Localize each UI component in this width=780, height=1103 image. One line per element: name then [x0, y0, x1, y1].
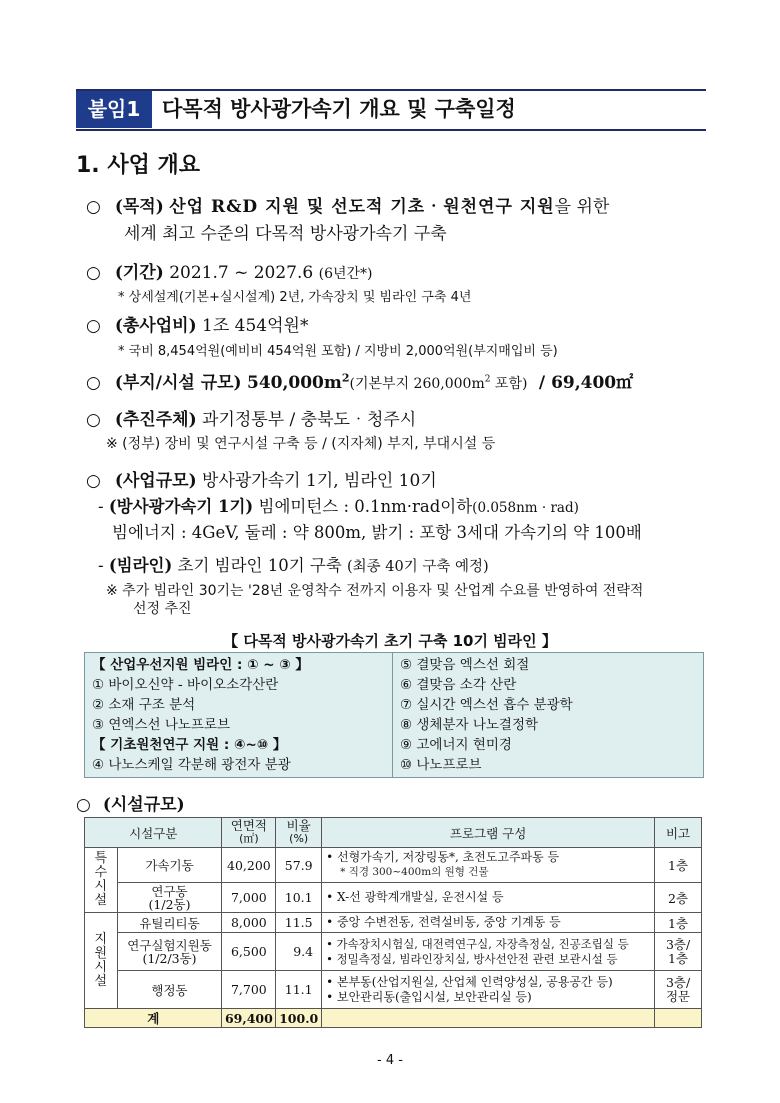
row-note: 1층: [655, 913, 702, 933]
row-note: 2층: [655, 883, 702, 913]
agency-line: [86, 405, 416, 430]
agency-label: (추진주체): [114, 410, 197, 430]
row-program-2: • 정밀측정실, 빔라인장치실, 방사선안전 관련 보관시설 등: [326, 951, 618, 966]
purpose-rest: 을 위한: [554, 197, 610, 217]
row-program: [322, 971, 655, 1009]
row-program-1: • 본부동(산업지원실, 산업체 인력양성실, 공용공간 등): [326, 974, 613, 989]
total-program: [322, 1009, 655, 1028]
budget-sub: * 국비 8,454억원(예비비 454억원 포함) / 지방비 2,000억원(부지매입비 등): [118, 344, 558, 359]
row-name-1: 연구동: [151, 883, 188, 899]
total-ratio: 100.0: [276, 1009, 322, 1028]
agency-value: 과기정통부 / 충북도‧청주시: [202, 410, 417, 430]
row-ratio: 11.5: [276, 913, 322, 933]
period-value: 2021.7 ~ 2027.6: [169, 263, 314, 283]
row-note: [655, 933, 702, 971]
beamline-left-2: ② 소재 구조 분석: [92, 697, 196, 713]
beamline-right-3: ⑧ 생체분자 나노결정학: [400, 717, 539, 733]
beamline-right-1: ⑥ 결맞음 소각 산란: [400, 677, 517, 693]
row-program: • 중앙 수변전동, 전력설비동, 중앙 기계동 등: [322, 913, 655, 933]
row-name: [117, 883, 222, 913]
col-program: 프로그램 구성: [322, 818, 655, 848]
period-sub: * 상세설계(기본+실시설계) 2년, 가속장치 및 빔라인 구축 4년: [118, 290, 472, 305]
beamline-box-divider: [392, 652, 393, 778]
header-bottom-line: [76, 129, 706, 131]
beamline-label: (빔라인): [108, 556, 173, 575]
row-program-1: • 가속장치시험실, 대전력연구실, 자장측정실, 진공조립실 등: [326, 936, 629, 951]
attachment-badge: 붙임1: [76, 91, 152, 128]
row-name: 행정동: [117, 971, 222, 1009]
row-note: 1층: [655, 848, 702, 883]
col-area: [222, 818, 276, 848]
site-label: (부지/시설 규모): [114, 373, 242, 393]
group-special: [85, 848, 118, 913]
row-name-2: (1/2/3동): [142, 950, 197, 966]
row-area: 8,000: [222, 913, 276, 933]
scale-line: [86, 466, 437, 491]
row-note-1: 3층/: [665, 974, 691, 990]
row-area: 6,500: [222, 933, 276, 971]
purpose-line2: 세계 최고 수준의 다목적 방사광가속기 구축: [124, 224, 447, 244]
beamline-box-title: 【 다목적 방사광가속기 초기 구축 10기 빔라인 】: [223, 632, 557, 650]
beamline-value: 초기 빔라인 10기 구축: [177, 556, 342, 575]
row-program: • X-선 광학계개발실, 운전시설 등: [322, 883, 655, 913]
col-ratio-unit: (%): [289, 832, 309, 845]
row-program: [322, 848, 655, 883]
budget-value: 1조 454억원*: [202, 316, 309, 336]
period-line: [86, 258, 373, 283]
table-row: [85, 913, 702, 933]
bullet: ○: [86, 197, 101, 217]
bullet: ○: [86, 373, 101, 393]
bullet: ○: [76, 795, 91, 815]
row-ratio: 9.4: [276, 933, 322, 971]
beamline-right-4: ⑨ 고에너지 현미경: [400, 737, 512, 753]
bullet: ○: [86, 471, 101, 491]
bullet: ○: [86, 410, 101, 430]
beamline-sub1: ※ 추가 빔라인 30기는 '28년 운영착수 전까지 이용자 및 산업계 수요를 반영하여 전략적: [106, 583, 644, 599]
facility-heading-label: (시설규모): [102, 795, 185, 815]
row-note-1: 3층/: [665, 936, 691, 952]
row-area: 7,700: [222, 971, 276, 1009]
col-area-unit: (㎡): [239, 832, 259, 845]
row-ratio: 11.1: [276, 971, 322, 1009]
total-name: 계: [85, 1009, 222, 1028]
row-area: 7,000: [222, 883, 276, 913]
purpose-line: [86, 192, 609, 217]
row-program: [322, 933, 655, 971]
beamline-left-4: 【 기초원천연구 지원 : ④~⑩ 】: [92, 737, 287, 753]
scale-label: (사업규모): [114, 471, 197, 491]
beamline-note: (최종 40기 구축 예정): [347, 559, 489, 575]
row-name-1: 연구실험지원동: [127, 937, 212, 953]
bullet: ○: [86, 316, 101, 336]
row-area: 40,200: [222, 848, 276, 883]
row-ratio: 10.1: [276, 883, 322, 913]
table-header-row: [85, 818, 702, 848]
facility-table: [84, 817, 702, 1028]
accelerator-note: (0.058nm · rad): [472, 500, 579, 516]
site-value1: 540,000m: [247, 373, 342, 393]
row-program-2: * 직경 300~400m의 원형 건물: [340, 866, 489, 878]
group-support: [85, 913, 118, 1009]
beamline-sub2: 선정 추진: [133, 601, 192, 617]
table-row: [85, 971, 702, 1009]
bullet: ○: [86, 263, 101, 283]
table-row: [85, 848, 702, 883]
row-program-1: • 선형가속기, 저장링동*, 초전도고주파동 등: [326, 850, 560, 864]
purpose-label: (목적): [114, 197, 164, 217]
purpose-bold: 산업 R&D 지원 및 선도적 기초‧원천연구 지원: [169, 197, 555, 217]
col-area-label: 연면적: [230, 818, 267, 833]
table-row: [85, 933, 702, 971]
col-name: 시설구분: [85, 818, 222, 848]
beamline-left-5: ④ 나노스케일 각분해 광전자 분광: [92, 757, 291, 773]
total-note: [655, 1009, 702, 1028]
col-ratio-label: 비율: [286, 818, 311, 833]
site-sup: 2: [341, 371, 350, 385]
total-area: 69,400: [222, 1009, 276, 1028]
site-value2: 69,400㎡: [551, 373, 634, 393]
budget-label: (총사업비): [114, 316, 197, 336]
accelerator-label: (방사광가속기 1기): [108, 497, 254, 516]
table-row: [85, 883, 702, 913]
group-support-label: 지 원 시 설: [94, 931, 108, 989]
accelerator-value: 빔에미턴스 : 0.1nm‧rad이하: [258, 497, 473, 516]
facility-heading: [76, 790, 185, 815]
row-note-2: 1층: [668, 950, 689, 966]
accelerator-line: [98, 493, 579, 517]
period-note: (6년간*): [318, 266, 373, 282]
beamline-right-0: ⑤ 결맞음 엑스선 회절: [400, 657, 530, 673]
table-total-row: [85, 1009, 702, 1028]
header-top-line: [76, 89, 706, 91]
row-name: [117, 933, 222, 971]
dash: -: [98, 497, 109, 516]
row-note: [655, 971, 702, 1009]
budget-line: [86, 311, 308, 336]
row-name: 가속기동: [117, 848, 222, 883]
row-note-2: 정문: [665, 988, 691, 1004]
beamline-line: [98, 552, 489, 576]
group-special-label: 특 수 시 설: [94, 851, 108, 908]
period-label: (기간): [114, 263, 164, 283]
beamline-left-1: ① 바이오신약 - 바이오소각산란: [92, 677, 279, 693]
accelerator-line2: 빔에너지 : 4GeV, 둘레 : 약 800m, 밝기 : 포항 3세대 가속기의 약 100배: [112, 523, 642, 542]
section-heading: 1. 사업 개요: [76, 153, 200, 178]
page-number: - 4 -: [377, 1053, 403, 1068]
agency-sub: ※ (정부) 장비 및 연구시설 구축 등 / (지자체) 부지, 부대시설 등: [106, 436, 496, 452]
col-note: 비고: [655, 818, 702, 848]
row-program-2: • 보안관리동(출입시설, 보안관리실 등): [326, 989, 532, 1004]
col-ratio: [276, 818, 322, 848]
beamline-right-2: ⑦ 실시간 엑스선 흡수 분광학: [400, 697, 573, 713]
scale-value: 방사광가속기 1기, 빔라인 10기: [202, 471, 437, 491]
site-paren-end: 포함): [490, 376, 528, 392]
site-paren-sup: 2: [484, 374, 491, 385]
site-sep: /: [538, 373, 546, 393]
site-paren: (기본부지 260,000m: [349, 376, 485, 392]
site-line: [86, 368, 633, 393]
row-ratio: 57.9: [276, 848, 322, 883]
row-name: 유틸리티동: [117, 913, 222, 933]
beamline-left-0: 【 산업우선지원 빔라인 : ① ~ ③ 】: [92, 657, 309, 673]
page-title: 다목적 방사광가속기 개요 및 구축일정: [162, 97, 516, 121]
beamline-right-5: ⑩ 나노프로브: [400, 757, 482, 773]
beamline-left-3: ③ 연엑스선 나노프로브: [92, 717, 231, 733]
row-name-2: (1/2동): [148, 896, 191, 912]
dash: -: [98, 556, 109, 575]
